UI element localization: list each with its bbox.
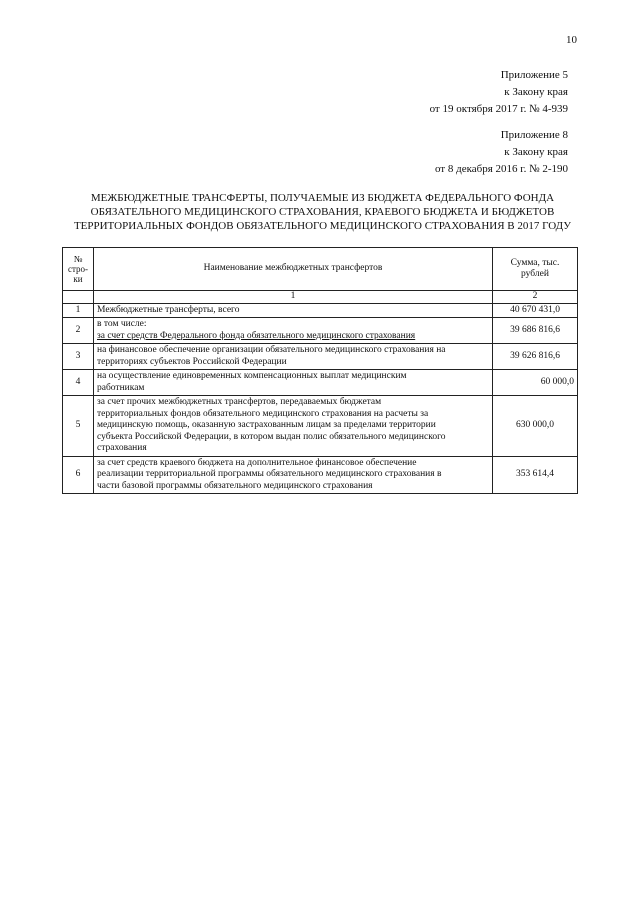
row-name-line: страхования [97,443,147,453]
column-index-row [63,291,578,304]
row-name-line: за счет прочих межбюджетных трансфертов, передаваемых бюджетам [97,397,382,407]
table-row [63,303,578,318]
row-name-line: территориальных фондов обязательного медицинского страхования на расчеты за [97,408,429,419]
header-num-line-2: стро- [67,264,89,274]
row-name-line: части базовой программы обязательного медицинского страхования [97,480,373,491]
row-number: 1 [63,303,94,318]
row-number: 5 [63,396,94,457]
row-sum: 60 000,0 [493,370,578,396]
row-number: 3 [63,344,94,370]
table-row [63,396,578,457]
appendix-8-title: Приложение 8 [500,129,568,141]
row-name-line: на финансовое обеспечение организации обязательного медицинского страхования на [97,345,446,355]
row-sum: 353 614,4 [493,456,578,494]
row-name-line: за счет средств краевого бюджета на дополнительное финансовое обеспечение [97,457,417,468]
appendix-5-title: Приложение 5 [500,69,568,81]
row-name-line: работникам [97,382,145,393]
row-name-line: реализации территориальной программы обязательного медицинского страхования в [97,469,442,479]
table-row [63,456,578,494]
row-sum: 39 686 816,6 [493,318,578,344]
header-num-line-3: ки [73,274,83,284]
header-transfer-name: Наименование межбюджетных трансфертов [94,248,493,291]
row-name-line: медицинскую помощь, оказанную застрахованным лицам за пределами территории [97,420,436,430]
appendix-5-date: от 19 октября 2017 г. № 4-939 [429,103,568,115]
header-sum-line-2: рублей [521,269,549,279]
header-row-number [63,248,94,291]
row-name-line: за счет средств Федерального фонда обязательного медицинского страхования [97,330,416,341]
row-name [94,370,493,396]
table-row [63,370,578,396]
row-name-line: Межбюджетные трансферты, всего [97,304,240,315]
appendix-8-block [435,127,568,178]
index-col-1: 1 [94,291,493,304]
row-name [94,344,493,370]
appendix-8-law: к Закону края [504,146,568,158]
document-title [60,191,585,233]
appendix-5-block [430,67,568,118]
row-number: 6 [63,456,94,494]
row-number: 2 [63,318,94,344]
title-line-1: МЕЖБЮДЖЕТНЫЕ ТРАНСФЕРТЫ, ПОЛУЧАЕМЫЕ ИЗ БЮДЖЕТА ФЕДЕРАЛЬНОГО ФОНДА [90,192,555,204]
row-name [94,456,493,494]
row-number: 4 [63,370,94,396]
table-row [63,344,578,370]
row-name-line: субъекта Российской Федерации, в котором выдан полис обязательного медицинского [97,431,446,442]
index-col-2: 2 [493,291,578,304]
row-name [94,303,493,318]
row-name-line: в том числе: [97,319,147,329]
row-sum: 40 670 431,0 [493,303,578,318]
appendix-5-law: к Закону края [504,86,568,98]
table-row [63,318,578,344]
index-empty-cell [63,291,94,304]
row-name [94,396,493,457]
page-number: 10 [566,34,577,46]
transfers-table [62,247,578,494]
row-name-line: территориях субъектов Российской Федерации [97,356,287,367]
row-sum: 39 626 816,6 [493,344,578,370]
row-name-line: на осуществление единовременных компенсационных выплат медицинским [97,371,407,381]
appendix-8-date: от 8 декабря 2016 г. № 2-190 [434,163,568,175]
header-sum [493,248,578,291]
header-num-line-1: № [73,254,83,264]
title-line-3: ТЕРРИТОРИАЛЬНЫХ ФОНДОВ ОБЯЗАТЕЛЬНОГО МЕДИЦИНСКОГО СТРАХОВАНИЯ В 2017 ГОДУ [73,220,572,232]
table-header-row [63,248,578,291]
row-sum: 630 000,0 [493,396,578,457]
title-line-2: ОБЯЗАТЕЛЬНОГО МЕДИЦИНСКОГО СТРАХОВАНИЯ, КРАЕВОГО БЮДЖЕТА И БЮДЖЕТОВ [90,206,555,218]
row-name [94,318,493,344]
header-sum-line-1: Сумма, тыс. [510,257,560,268]
